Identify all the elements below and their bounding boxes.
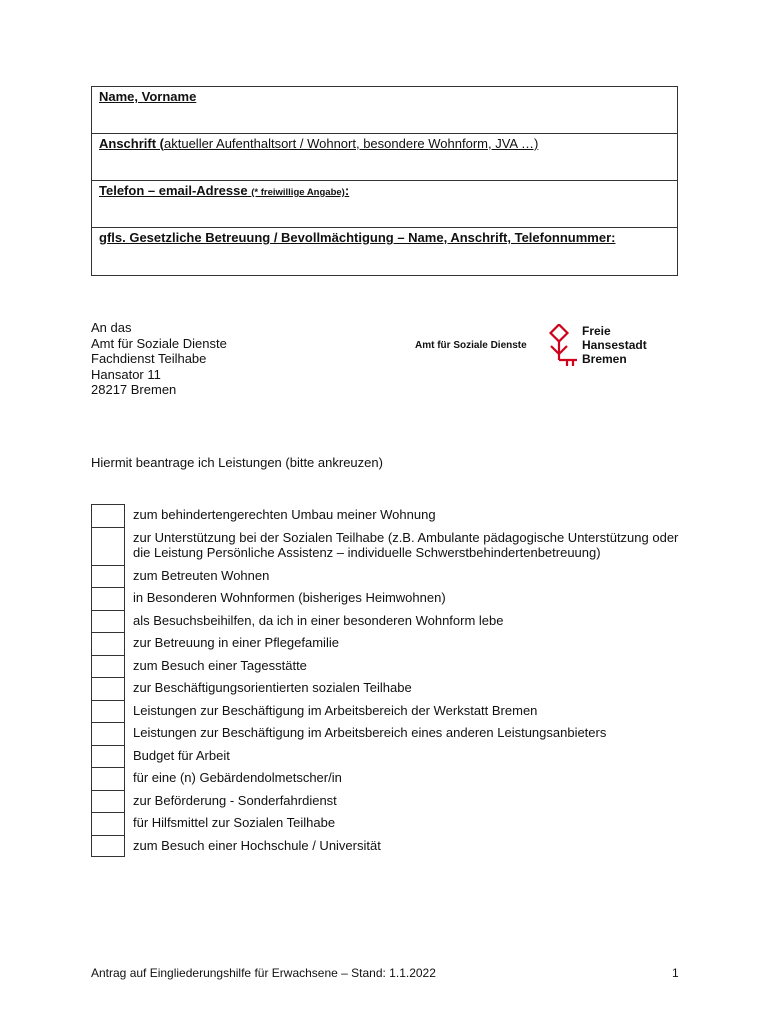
checklist-item-label: zum Besuch einer Tagesstätte: [133, 657, 307, 673]
checklist-item: [91, 677, 691, 700]
name-label: Name, Vorname: [99, 89, 197, 104]
checkbox[interactable]: [91, 835, 125, 858]
applicant-info-table: [91, 86, 678, 276]
logo-office-text: Amt für Soziale Dienste: [415, 340, 527, 351]
checklist-item-label: zur Beschäftigungsorientierten sozialen Teilhabe: [133, 680, 412, 695]
recipient-line: Fachdienst Teilhabe: [91, 351, 207, 366]
checkbox[interactable]: [91, 632, 125, 655]
checkbox[interactable]: [91, 527, 125, 565]
address-field[interactable]: [92, 134, 677, 181]
page-number: 1: [672, 966, 679, 980]
recipient-line: An das: [91, 320, 132, 335]
checklist-item: [91, 527, 691, 565]
intro-text: Hiermit beantrage ich Leistungen (bitte ankreuzen): [91, 455, 383, 470]
phone-label: Telefon – email-Adresse (* freiwillige Angabe):: [99, 183, 350, 198]
guardian-label: gfls. Gesetzliche Betreuung / Bevollmächtigung – Name, Anschrift, Telefonnummer:: [99, 230, 616, 245]
checklist-item: [91, 610, 691, 633]
logo-city-name: Freie Hansestadt Bremen: [582, 324, 647, 366]
checkbox[interactable]: [91, 722, 125, 745]
checklist-item-label: in Besonderen Wohnformen (bisheriges Heimwohnen): [133, 590, 446, 605]
bremen-logo: [412, 324, 672, 374]
recipient-line: Amt für Soziale Dienste: [91, 335, 227, 351]
recipient-line: 28217 Bremen: [91, 382, 177, 397]
checklist-item: [91, 565, 691, 588]
checkbox[interactable]: [91, 767, 125, 790]
checklist-item-label: Leistungen zur Beschäftigung im Arbeitsbereich eines anderen Leistungsanbieters: [133, 725, 607, 740]
checklist-item-label: zur Beförderung - Sonderfahrdienst: [133, 792, 337, 808]
checklist-item-label: zum Betreuten Wohnen: [133, 567, 270, 583]
checklist-item: [91, 632, 691, 655]
recipient-line: Hansator 11: [91, 366, 161, 382]
checkbox[interactable]: [91, 677, 125, 700]
checkbox[interactable]: [91, 812, 125, 835]
checklist-item-label: für Hilfsmittel zur Sozialen Teilhabe: [133, 815, 336, 830]
checklist-item: [91, 655, 691, 678]
checklist-item-label: zur Unterstützung bei der Sozialen Teilhabe (z.B. Ambulante pädagogische Unterstützung oder die Leistung Persönliche Assistenz – individuelle Schwerstbehindertenbetreuung): [133, 529, 679, 560]
checkbox[interactable]: [91, 700, 125, 723]
bremen-key-emblem-icon: [542, 324, 582, 370]
checklist-item-label: zum behindertengerechten Umbau meiner Wohnung: [133, 507, 436, 522]
checkbox[interactable]: [91, 504, 125, 527]
checklist-item: [91, 745, 691, 768]
checklist-item-label: für eine (n) Gebärdendolmetscher/in: [133, 770, 342, 785]
guardian-field[interactable]: [92, 228, 677, 275]
address-label: Anschrift (aktueller Aufenthaltsort / Wohnort, besondere Wohnform, JVA …): [99, 136, 539, 151]
checklist-item-label: zur Betreuung in einer Pflegefamilie: [133, 635, 339, 650]
checklist-item-label: zum Besuch einer Hochschule / Universität: [133, 837, 381, 853]
checklist-item: [91, 504, 691, 527]
checklist-item: [91, 835, 691, 858]
checklist-item: [91, 700, 691, 723]
checklist-item: [91, 722, 691, 745]
checkbox[interactable]: [91, 655, 125, 678]
recipient-address: [91, 320, 227, 398]
checkbox[interactable]: [91, 587, 125, 610]
phone-email-field[interactable]: [92, 181, 677, 228]
checkbox[interactable]: [91, 790, 125, 813]
checklist-item: [91, 587, 691, 610]
checklist-item-label: Leistungen zur Beschäftigung im Arbeitsbereich der Werkstatt Bremen: [133, 702, 538, 718]
checkbox[interactable]: [91, 610, 125, 633]
checklist-item: [91, 790, 691, 813]
footer-text: Antrag auf Eingliederungshilfe für Erwachsene – Stand: 1.1.2022: [91, 966, 436, 980]
checklist-item: [91, 767, 691, 790]
checkbox[interactable]: [91, 565, 125, 588]
name-field[interactable]: [92, 87, 677, 134]
checklist-item: [91, 812, 691, 835]
checklist-item-label: als Besuchsbeihilfen, da ich in einer besonderen Wohnform lebe: [133, 612, 504, 628]
checkbox[interactable]: [91, 745, 125, 768]
service-checklist: [91, 504, 691, 857]
checklist-item-label: Budget für Arbeit: [133, 747, 230, 763]
